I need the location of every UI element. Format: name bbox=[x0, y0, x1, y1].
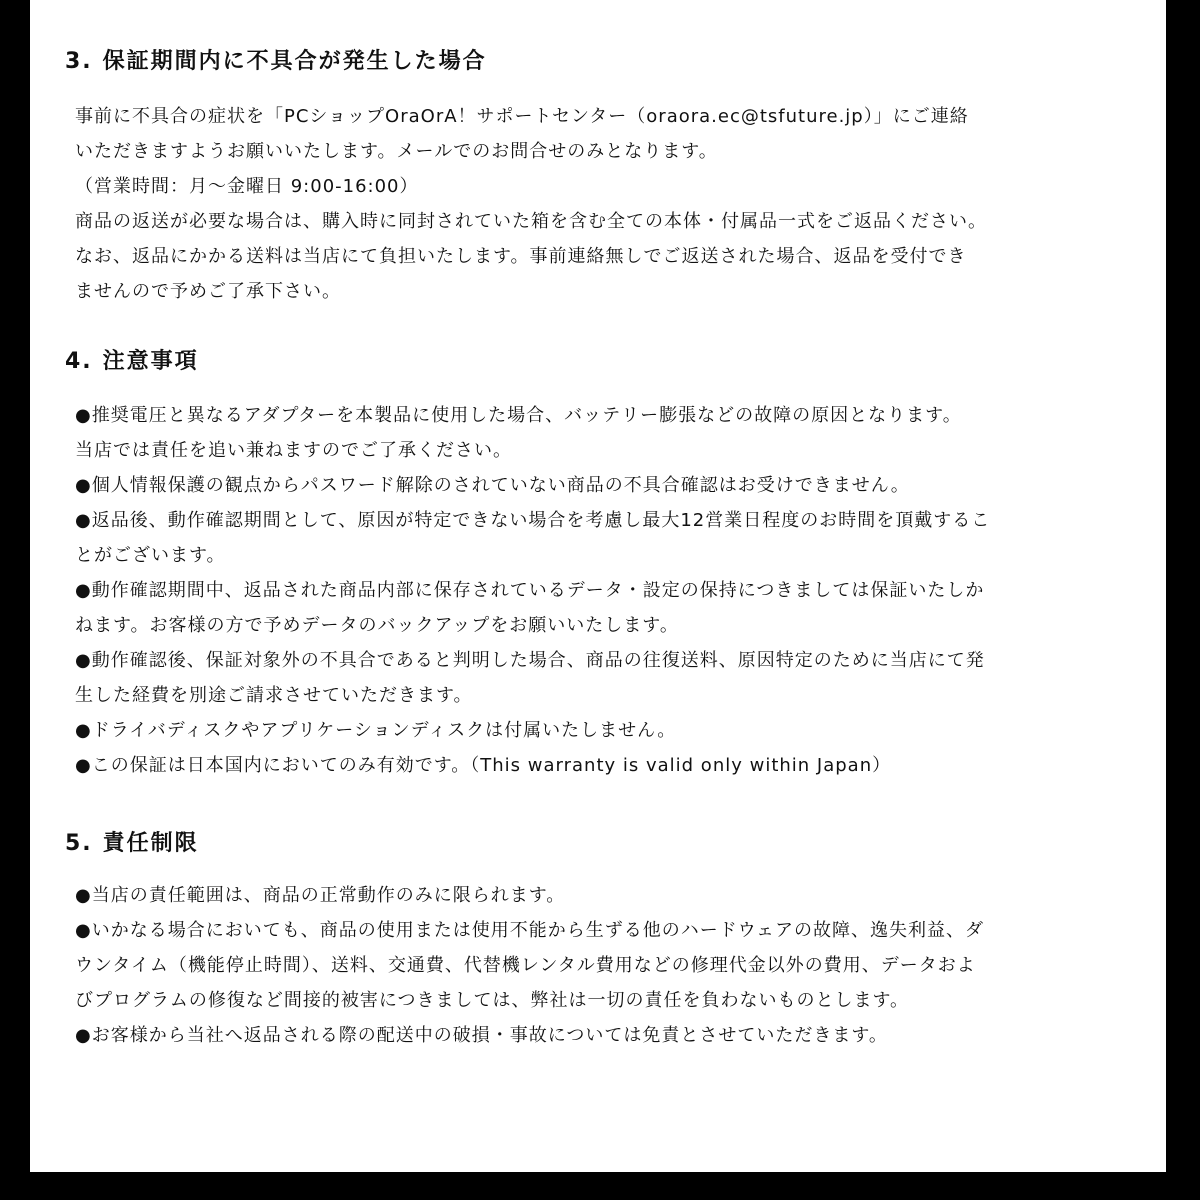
text-line: ●個人情報保護の観点からパスワード解除のされていない商品の不具合確認はお受けできません。 bbox=[75, 475, 910, 496]
section-heading bbox=[65, 826, 199, 857]
section-title: 責任制限 bbox=[102, 831, 199, 856]
section-title: 注意事項 bbox=[102, 349, 199, 374]
section-title: 保証期間内に不具合が発生した場合 bbox=[102, 49, 487, 74]
text-line: とがございます。 bbox=[75, 545, 226, 566]
text-line: ウンタイム（機能停止時間）、送料、交通費、代替機レンタル費用などの修理代金以外の費用、データおよ bbox=[75, 955, 976, 976]
section-heading bbox=[65, 44, 487, 75]
text-line: ●当店の責任範囲は、商品の正常動作のみに限られます。 bbox=[75, 885, 566, 906]
text-line: 当店では責任を追い兼ねますのでご了承ください。 bbox=[75, 440, 512, 461]
section-number: 4. bbox=[65, 349, 93, 374]
text-line: なお、返品にかかる送料は当店にて負担いたします。事前連絡無しでご返送された場合、返品を受付でき bbox=[75, 246, 967, 267]
section-body bbox=[75, 878, 1135, 1053]
text-line: ●返品後、動作確認期間として、原因が特定できない場合を考慮し最大12営業日程度のお時間を頂戴するこ bbox=[75, 510, 991, 531]
section-number: 5. bbox=[65, 831, 93, 856]
text-line: ●お客様から当社へ返品される際の配送中の破損・事故については免責とさせていただきます。 bbox=[75, 1025, 888, 1046]
text-line: （営業時間：月～金曜日 9:00-16:00） bbox=[75, 176, 419, 197]
text-line: 生した経費を別途ご請求させていただきます。 bbox=[75, 685, 473, 706]
document-panel bbox=[30, 0, 1166, 1172]
section-body bbox=[75, 398, 1135, 783]
text-line: 事前に不具合の症状を「PCショップOraOrA！サポートセンター（oraora.ec@tsfuture.jp）」にご連絡 bbox=[75, 106, 969, 127]
section-body bbox=[75, 99, 1135, 309]
text-line: ねます。お客様の方で予めデータのバックアップをお願いいたします。 bbox=[75, 615, 679, 636]
text-line: 商品の返送が必要な場合は、購入時に同封されていた箱を含む全ての本体・付属品一式をご返品ください。 bbox=[75, 211, 987, 232]
section-heading bbox=[65, 344, 199, 375]
text-line: いただきますようお願いいたします。メールでのお問合せのみとなります。 bbox=[75, 141, 718, 162]
text-line: ●動作確認期間中、返品された商品内部に保存されているデータ・設定の保持につきましては保証いたしか bbox=[75, 580, 985, 601]
section-number: 3. bbox=[65, 49, 93, 74]
text-line: ●動作確認後、保証対象外の不具合であると判明した場合、商品の往復送料、原因特定のために当店にて発 bbox=[75, 650, 985, 671]
text-line: ませんので予めご了承下さい。 bbox=[75, 281, 341, 302]
text-line: ●この保証は日本国内においてのみ有効です。（This warranty is valid only within Japan） bbox=[75, 755, 892, 776]
text-line: ●推奨電圧と異なるアダプターを本製品に使用した場合、バッテリー膨張などの故障の原因となります。 bbox=[75, 405, 962, 426]
text-line: ●いかなる場合においても、商品の使用または使用不能から生ずる他のハードウェアの故障、逸失利益、ダ bbox=[75, 920, 984, 941]
text-line: ●ドライバディスクやアプリケーションディスクは付属いたしません。 bbox=[75, 720, 677, 741]
text-line: びプログラムの修復など間接的被害につきましては、弊社は一切の責任を負わないものとします。 bbox=[75, 990, 910, 1011]
